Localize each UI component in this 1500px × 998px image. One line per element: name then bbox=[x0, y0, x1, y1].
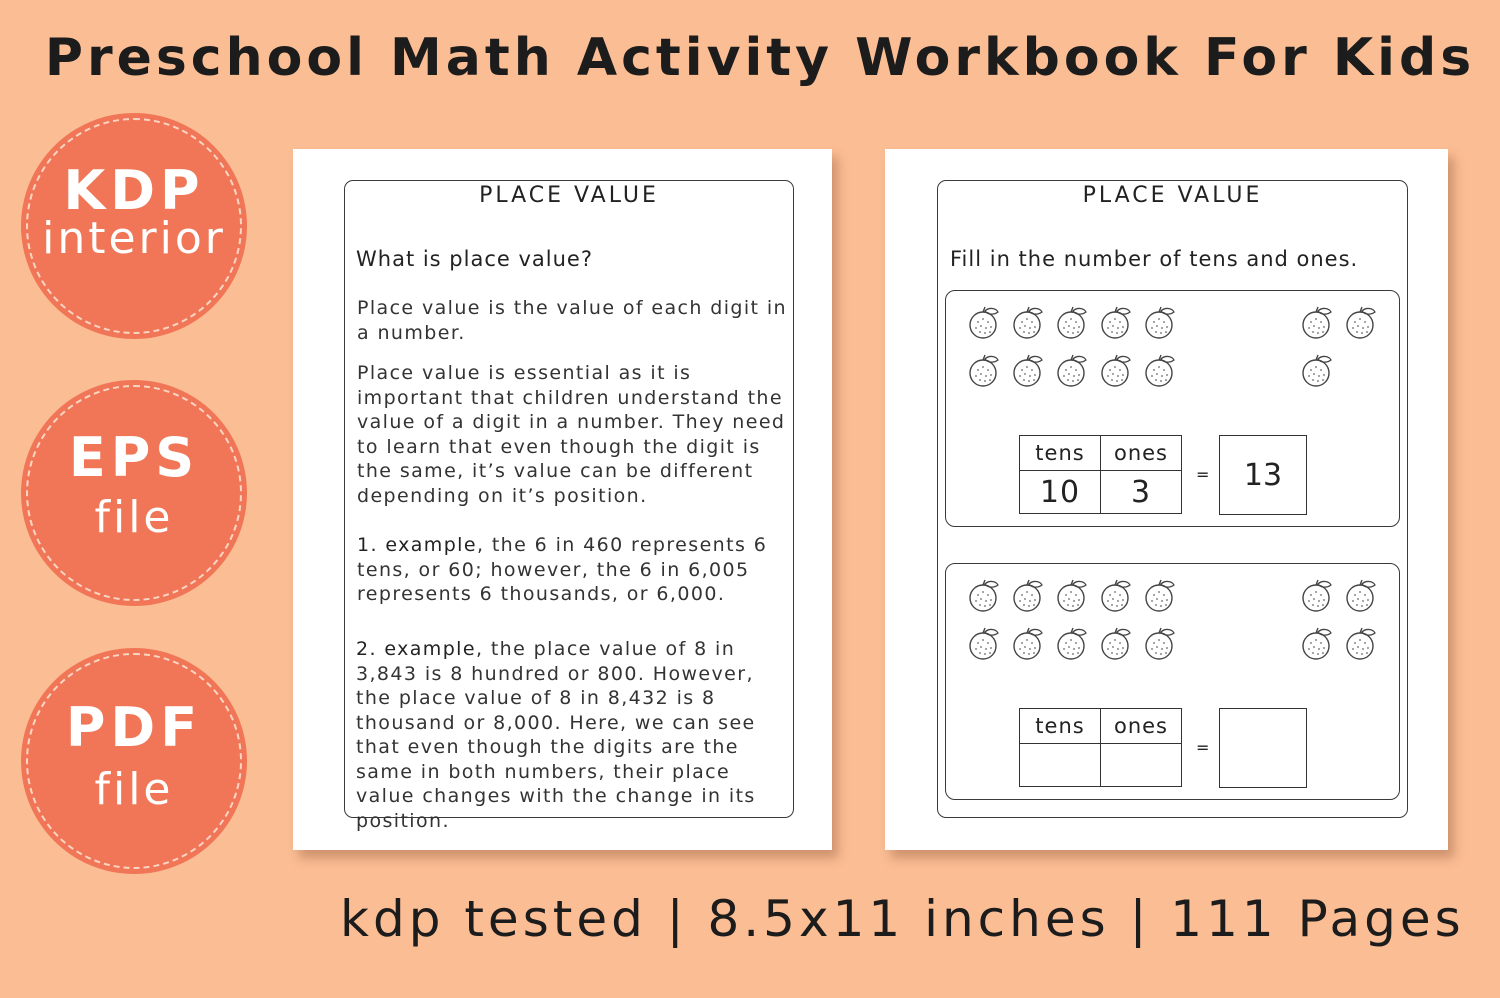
badge-subtitle: interior bbox=[42, 213, 226, 264]
ones-header: ones bbox=[1101, 709, 1182, 744]
orange-fruit-icon bbox=[1343, 578, 1379, 614]
exercise-card-1 bbox=[945, 290, 1400, 527]
orange-fruit-icon bbox=[966, 353, 1002, 389]
tens-value-cell[interactable]: 10 bbox=[1020, 471, 1101, 514]
example-label: 1. example bbox=[357, 534, 477, 556]
answer-box[interactable] bbox=[1219, 708, 1307, 788]
answer-box[interactable]: 13 bbox=[1219, 435, 1307, 515]
orange-fruit-icon bbox=[966, 626, 1002, 662]
orange-fruit-icon bbox=[1299, 626, 1335, 662]
page-heading: PLACE VALUE bbox=[479, 183, 659, 208]
orange-fruit-icon bbox=[1098, 578, 1134, 614]
place-value-table bbox=[1019, 435, 1182, 514]
ones-value-cell[interactable] bbox=[1101, 744, 1182, 787]
badge-eps-file bbox=[21, 380, 247, 606]
orange-fruit-icon bbox=[1142, 353, 1178, 389]
left-workbook-page bbox=[293, 149, 832, 850]
page-heading: PLACE VALUE bbox=[1082, 183, 1263, 208]
orange-fruit-icon bbox=[1054, 353, 1090, 389]
example-label: 2. example bbox=[356, 638, 476, 660]
orange-fruit-icon bbox=[1054, 626, 1090, 662]
badge-kdp-interior bbox=[21, 113, 247, 339]
footer-tagline: kdp tested | 8.5x11 inches | 111 Pages bbox=[340, 890, 1465, 948]
orange-fruit-icon bbox=[1098, 353, 1134, 389]
workbook-title: Preschool Math Activity Workbook For Kids bbox=[44, 28, 1476, 88]
badge-subtitle: file bbox=[94, 492, 174, 543]
badge-pdf-file bbox=[21, 648, 247, 874]
page-frame bbox=[344, 180, 794, 832]
paragraph-example-1 bbox=[357, 533, 787, 607]
badge-ring bbox=[26, 653, 242, 869]
equals-sign: = bbox=[1196, 738, 1210, 757]
orange-fruit-icon bbox=[1098, 305, 1134, 341]
tens-value-cell[interactable] bbox=[1020, 744, 1101, 787]
paragraph-definition: Place value is the value of each digit in a number. bbox=[357, 297, 787, 344]
orange-fruit-icon bbox=[1010, 305, 1046, 341]
badge-subtitle: file bbox=[94, 764, 174, 815]
instruction-text: Fill in the number of tens and ones. bbox=[950, 247, 1359, 271]
ones-header: ones bbox=[1101, 436, 1182, 471]
question-text: What is place value? bbox=[356, 247, 593, 271]
orange-fruit-icon bbox=[1054, 578, 1090, 614]
orange-fruit-icon bbox=[1010, 353, 1046, 389]
right-workbook-page bbox=[885, 149, 1448, 850]
badge-title: KDP bbox=[63, 159, 205, 222]
orange-fruit-icon bbox=[1142, 578, 1178, 614]
orange-fruit-icon bbox=[1299, 305, 1335, 341]
orange-fruit-icon bbox=[1299, 578, 1335, 614]
example-text: , the place value of 8 in 3,843 is 8 hundred or 800. However, the place value of 8 in 8,432 is 8 thousand or 8,000. Here, we can see that even though the digits are the same in both numbers, their place value changes with the change in its position. bbox=[356, 638, 756, 832]
orange-fruit-icon bbox=[1054, 305, 1090, 341]
orange-fruit-icon bbox=[1098, 626, 1134, 662]
orange-fruit-icon bbox=[966, 578, 1002, 614]
orange-fruit-icon bbox=[1142, 305, 1178, 341]
orange-fruit-icon bbox=[1010, 578, 1046, 614]
orange-fruit-icon bbox=[966, 305, 1002, 341]
equals-sign: = bbox=[1196, 465, 1210, 484]
ones-value-cell[interactable]: 3 bbox=[1101, 471, 1182, 514]
tens-header: tens bbox=[1020, 436, 1101, 471]
exercise-card-2 bbox=[945, 563, 1400, 800]
paragraph-importance: Place value is essential as it is important that children understand the value of a digit in a number. They need to learn that even though the digit is the same, it’s value can be different depending on it’s position. bbox=[357, 362, 786, 507]
badge-title: PDF bbox=[65, 696, 203, 759]
paragraph-example-2 bbox=[356, 637, 796, 833]
example-text: , the 6 in 460 represents 6 tens, or 60; however, the 6 in 6,005 represents 6 thousands, or 6,000. bbox=[357, 534, 768, 605]
orange-fruit-icon bbox=[1142, 626, 1178, 662]
page-frame bbox=[937, 180, 1408, 818]
tens-header: tens bbox=[1020, 709, 1101, 744]
place-value-table bbox=[1019, 708, 1182, 787]
orange-fruit-icon bbox=[1010, 626, 1046, 662]
orange-fruit-icon bbox=[1343, 305, 1379, 341]
orange-fruit-icon bbox=[1343, 626, 1379, 662]
orange-fruit-icon bbox=[1299, 353, 1335, 389]
badge-title: EPS bbox=[68, 426, 200, 489]
